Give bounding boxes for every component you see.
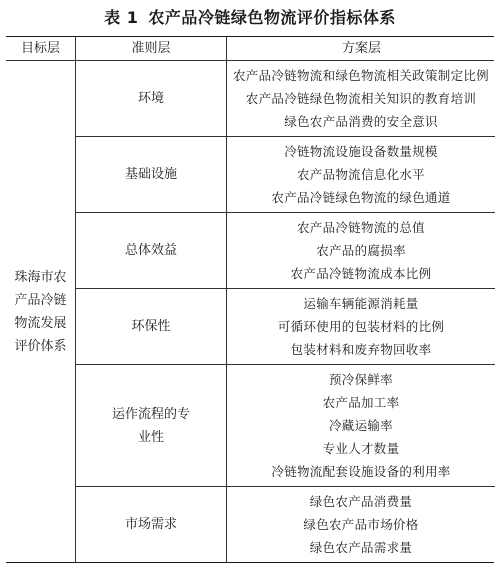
scheme-item: 冷藏运输率	[328, 418, 393, 433]
criterion-cell	[76, 289, 226, 364]
scheme-cell	[226, 61, 495, 136]
scheme-item: 农产品冷链物流和绿色物流相关政策制定比例	[232, 68, 489, 83]
scheme-item: 农产品物流信息化水平	[296, 167, 425, 182]
header-scheme-layer: 方案层	[226, 37, 496, 60]
scheme-item: 包装材料和废弃物回收率	[290, 342, 432, 357]
scheme-cell	[226, 137, 495, 212]
scheme-item: 绿色农产品消费的安全意识	[284, 114, 438, 129]
scheme-item: 运输车辆能源消耗量	[303, 296, 419, 311]
criterion-text: 市场需求	[124, 517, 177, 532]
scheme-item: 农产品冷链物流成本比例	[290, 266, 432, 281]
table-row	[76, 289, 495, 365]
scheme-item: 专业人才数量	[322, 441, 400, 456]
criterion-text: 环境	[137, 91, 164, 106]
target-layer-text: 珠海市农产品冷链物流发展评价体系	[14, 269, 67, 354]
table-title	[0, 8, 500, 28]
scheme-item: 农产品的腐损率	[316, 243, 406, 258]
criterion-text: 环保性	[131, 319, 171, 334]
scheme-item: 农产品加工率	[322, 395, 400, 410]
scheme-item: 冷链物流配套设施设备的利用率	[271, 464, 451, 479]
scheme-cell	[226, 213, 495, 288]
scheme-item: 冷链物流设施设备数量规模	[284, 144, 438, 159]
scheme-item: 可循环使用的包装材料的比例	[277, 319, 445, 334]
scheme-item: 绿色农产品消费量	[309, 494, 413, 509]
criterion-cell	[76, 213, 226, 288]
criterion-text: 运作流程的专业性	[111, 406, 190, 445]
target-layer-cell	[6, 61, 75, 562]
criterion-cell	[76, 487, 226, 562]
scheme-cell	[226, 289, 495, 364]
table-row	[76, 137, 495, 213]
scheme-cell	[226, 365, 495, 486]
table-row	[76, 213, 495, 289]
criterion-cell	[76, 61, 226, 136]
scheme-item: 农产品冷链绿色物流相关知识的教育培训	[245, 91, 477, 106]
criteria-rows	[75, 61, 495, 562]
table-body	[6, 61, 494, 562]
criterion-cell	[76, 137, 226, 212]
scheme-item: 绿色农产品市场价格	[303, 517, 419, 532]
table-row	[76, 61, 495, 137]
table-row	[76, 365, 495, 487]
table-number: 表 1	[104, 8, 139, 27]
table-title-text: 农产品冷链绿色物流评价指标体系	[148, 8, 396, 27]
scheme-item: 绿色农产品需求量	[309, 540, 413, 555]
criterion-cell	[76, 365, 226, 486]
scheme-item: 农产品冷链绿色物流的绿色通道	[271, 190, 451, 205]
criterion-text: 总体效益	[124, 243, 177, 258]
scheme-item: 农产品冷链物流的总值	[296, 220, 425, 235]
table-row	[76, 487, 495, 562]
header-target-layer: 目标层	[20, 41, 60, 56]
header-criterion-layer: 准则层	[75, 37, 226, 60]
table-header-row	[6, 37, 494, 61]
scheme-cell	[226, 487, 495, 562]
criterion-text: 基础设施	[124, 167, 177, 182]
indicator-table	[6, 36, 494, 563]
scheme-item: 预冷保鲜率	[328, 372, 393, 387]
